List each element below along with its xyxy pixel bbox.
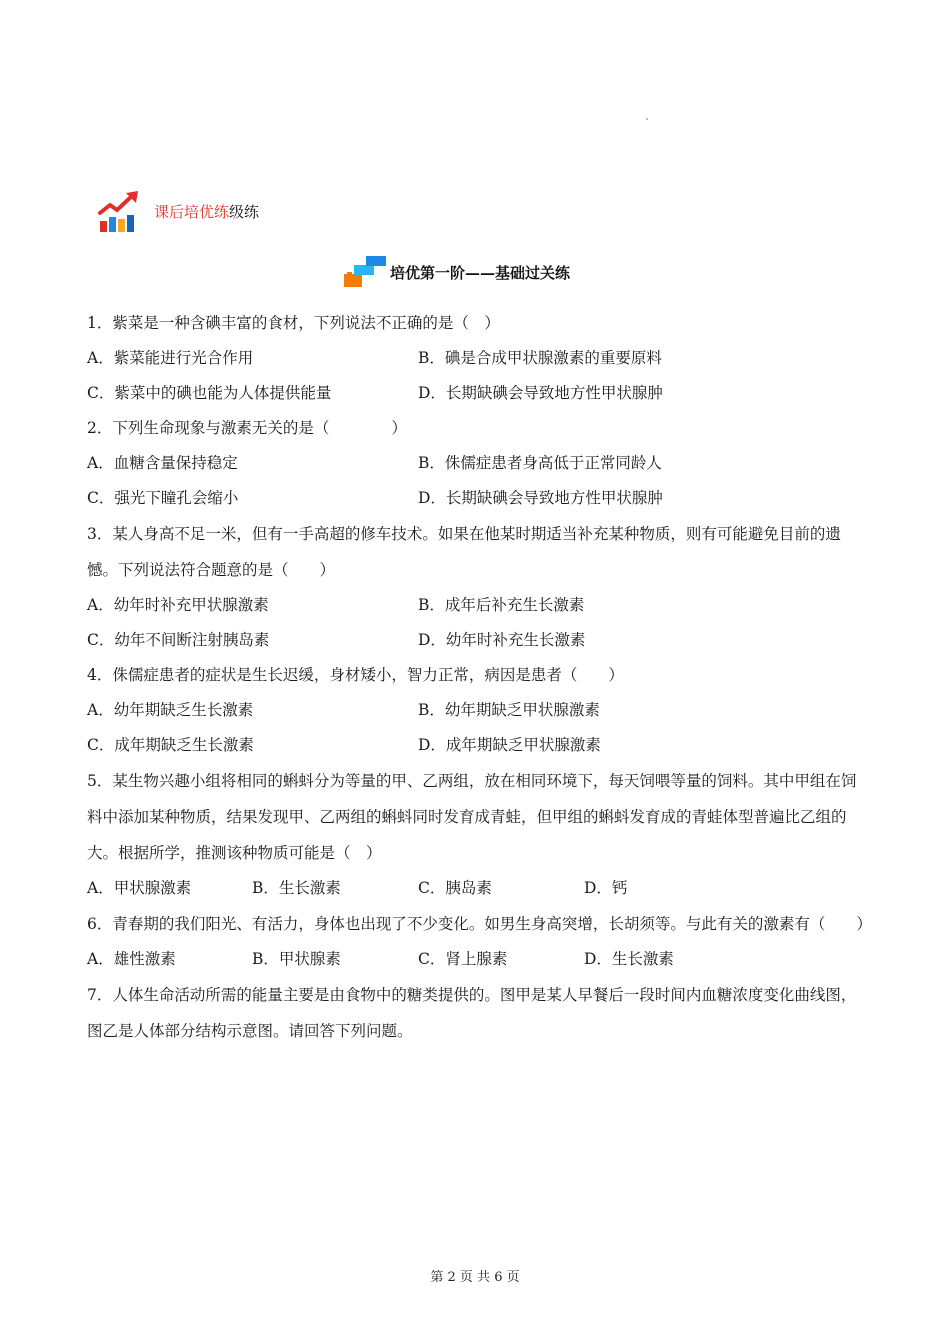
question-stem: 4．侏儒症患者的症状是生长迟缓，身材矮小，智力正常，病因是患者（ ） bbox=[87, 666, 624, 684]
option-c: C．幼年不间断注射胰岛素 bbox=[87, 631, 270, 649]
question-1 bbox=[87, 306, 867, 411]
option-row bbox=[87, 942, 867, 977]
option-row bbox=[87, 446, 867, 481]
option-c: C．强光下瞳孔会缩小 bbox=[87, 489, 239, 507]
option-d: D．幼年时补充生长激素 bbox=[418, 631, 586, 649]
option-row bbox=[87, 623, 867, 658]
option-row bbox=[87, 341, 867, 376]
question-stem: 3．某人身高不足一米，但有一手高超的修车技术。如果在他某时期适当补充某种物质，则有可能避免目前的遗憾。下列说法符合题意的是（ ） bbox=[87, 525, 841, 579]
question-stem: 2．下列生命现象与激素无关的是（ ） bbox=[87, 419, 407, 437]
question-5 bbox=[87, 763, 867, 906]
question-3 bbox=[87, 516, 867, 658]
option-b: B．碘是合成甲状腺激素的重要原料 bbox=[418, 349, 662, 367]
option-row bbox=[87, 376, 867, 411]
growth-chart-icon bbox=[98, 189, 142, 233]
option-a: A．幼年期缺乏生长激素 bbox=[87, 701, 254, 719]
option-d: D．成年期缺乏甲状腺激素 bbox=[418, 736, 601, 754]
option-a: A．甲状腺激素 bbox=[87, 879, 192, 897]
option-d: D．长期缺碘会导致地方性甲状腺肿 bbox=[418, 384, 663, 402]
option-b: B．生长激素 bbox=[252, 879, 341, 897]
option-c: C．紫菜中的碘也能为人体提供能量 bbox=[87, 384, 332, 402]
question-7 bbox=[87, 977, 867, 1049]
section-title: 培优第一阶——基础过关练 bbox=[389, 263, 570, 282]
option-row bbox=[87, 588, 867, 623]
option-row bbox=[87, 693, 867, 728]
option-a: A．紫菜能进行光合作用 bbox=[87, 349, 254, 367]
option-d: D．长期缺碘会导致地方性甲状腺肿 bbox=[418, 489, 663, 507]
option-d: D．钙 bbox=[584, 879, 628, 897]
question-6 bbox=[87, 906, 872, 977]
option-a: A．幼年时补充甲状腺激素 bbox=[87, 596, 269, 614]
section-heading bbox=[0, 252, 950, 292]
option-a: A．血糖含量保持稳定 bbox=[87, 454, 238, 472]
option-row bbox=[87, 871, 867, 906]
question-stem: 7．人体生命活动所需的能量主要是由食物中的糖类提供的。图甲是某人早餐后一段时间内血糖浓度变化曲线图，图乙是人体部分结构示意图。请回答下列问题。 bbox=[87, 986, 857, 1040]
question-stem: 6．青春期的我们阳光、有活力，身体也出现了不少变化。如男生身高突增，长胡须等。与此有关的激素有（ ） bbox=[87, 915, 872, 933]
option-d: D．生长激素 bbox=[584, 950, 674, 968]
option-row bbox=[87, 728, 867, 763]
option-c: C．胰岛素 bbox=[418, 879, 492, 897]
option-row bbox=[87, 481, 867, 516]
option-b: B．幼年期缺乏甲状腺激素 bbox=[418, 701, 600, 719]
question-stem: 5．某生物兴趣小组将相同的蝌蚪分为等量的甲、乙两组，放在相同环境下，每天饲喂等量的饲料。其中甲组在饲料中添加某种物质，结果发现甲、乙两组的蝌蚪同时发育成青蛙，但甲组的蝌蚪发育成的青蛙体型普遍比乙组的大。根据所学，推测该种物质可能是（ ） bbox=[87, 772, 857, 862]
question-list bbox=[87, 306, 872, 1049]
question-stem: 1．紫菜是一种含碘丰富的食材，下列说法不正确的是（ ） bbox=[87, 314, 500, 332]
option-c: C．成年期缺乏生长激素 bbox=[87, 736, 254, 754]
practice-header bbox=[98, 186, 259, 236]
option-b: B．成年后补充生长激素 bbox=[418, 596, 585, 614]
option-b: B．侏儒症患者身高低于正常同龄人 bbox=[418, 454, 662, 472]
steps-icon bbox=[344, 256, 386, 288]
question-4 bbox=[87, 658, 867, 763]
option-b: B．甲状腺素 bbox=[252, 950, 341, 968]
option-a: A．雄性激素 bbox=[87, 950, 176, 968]
header-label-red: 课后培优练 bbox=[154, 202, 230, 221]
option-c: C．肾上腺素 bbox=[418, 950, 508, 968]
question-2 bbox=[87, 411, 867, 516]
header-label-black: 级练 bbox=[229, 202, 260, 221]
stray-dot bbox=[646, 118, 648, 120]
page-number: 第 2 页 共 6 页 bbox=[430, 1270, 520, 1285]
